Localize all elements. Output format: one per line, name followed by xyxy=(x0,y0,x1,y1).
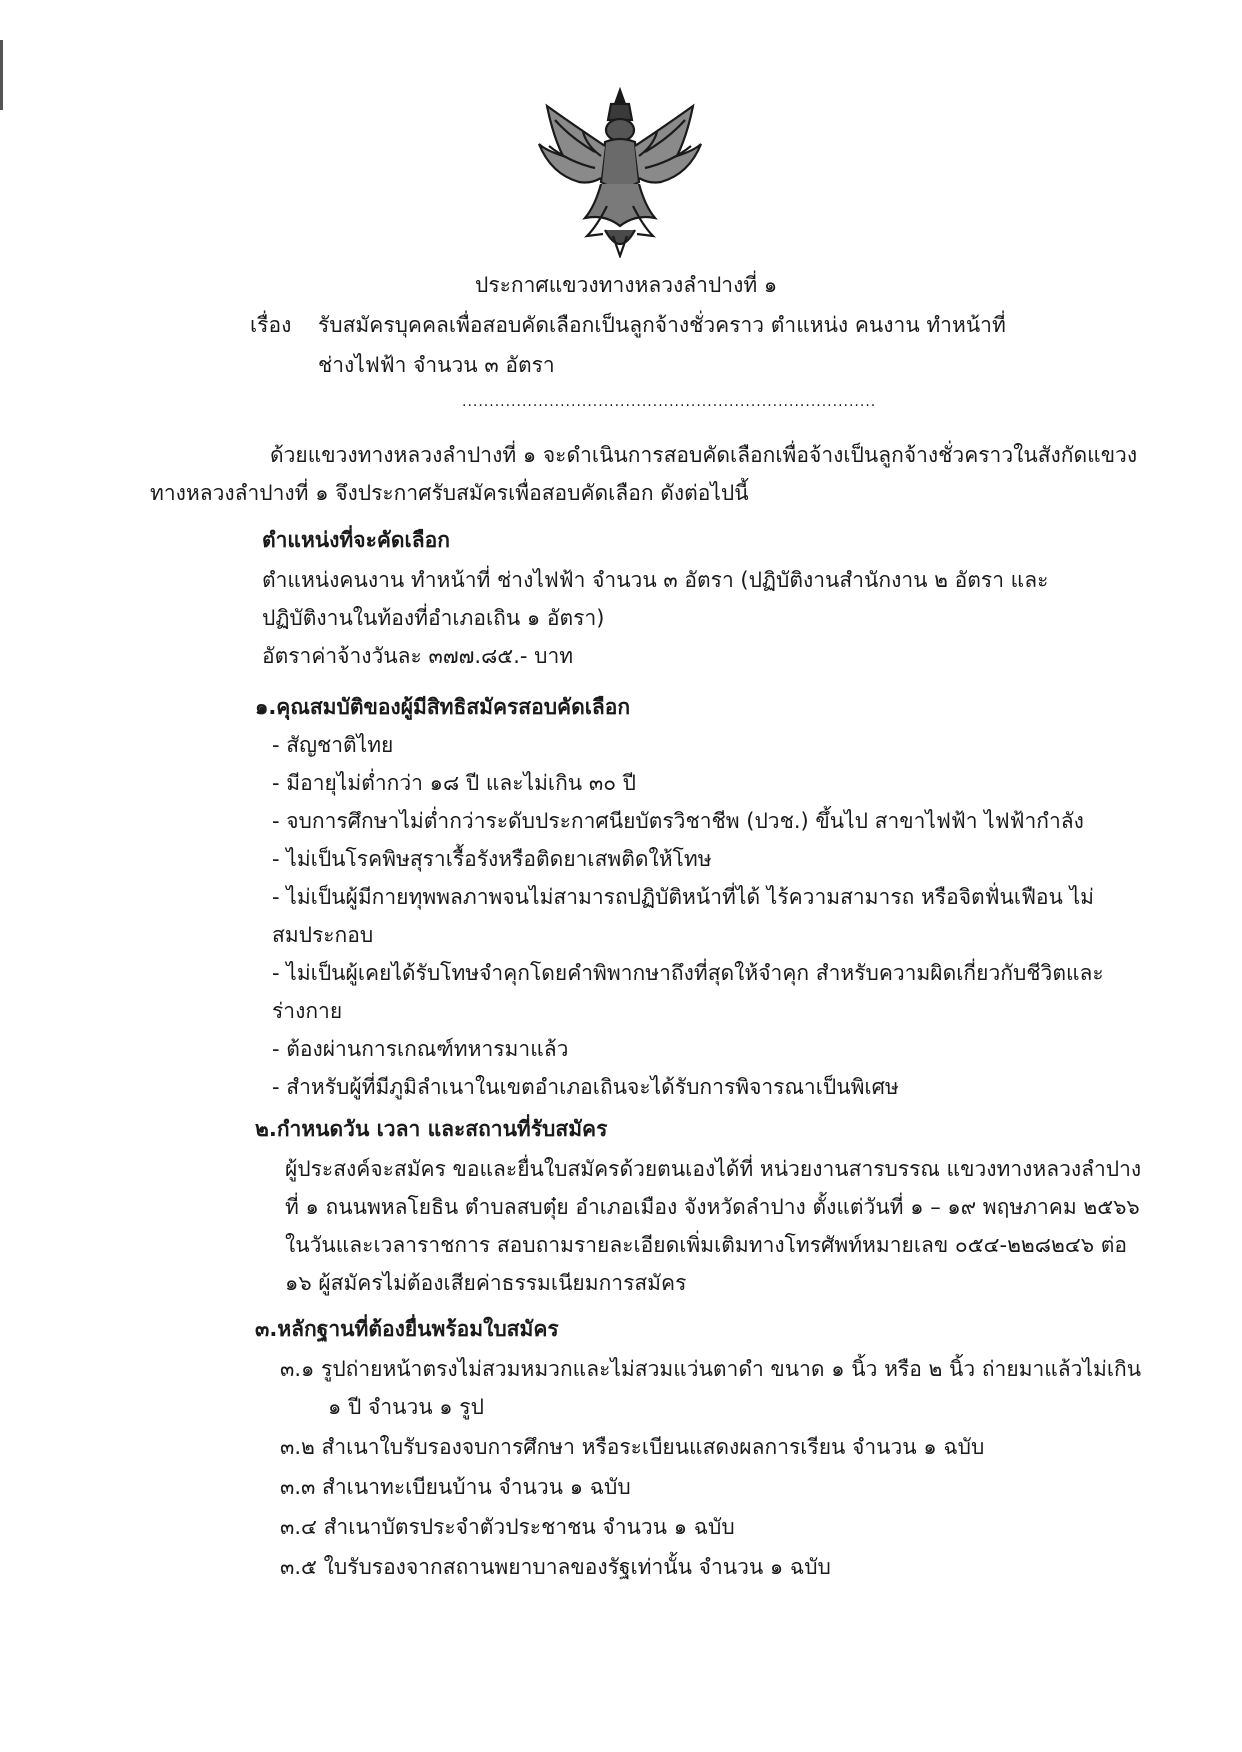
position-heading: ตำแหน่งที่จะคัดเลือก xyxy=(262,528,450,552)
list-item: - จบการศึกษาไม่ต่ำกว่าระดับประกาศนียบัตรวิชาชีพ (ปวช.) ขึ้นไป สาขาไฟฟ้า ไฟฟ้ากำลัง xyxy=(272,809,1084,833)
list-item: - ไม่เป็นผู้มีกายทุพพลภาพจนไม่สามารถปฏิบัติหน้าที่ได้ ไร้ความสามารถ หรือจิตฟั่นเฟือน ไม่ xyxy=(272,885,1094,909)
list-item: สมประกอบ xyxy=(272,923,374,947)
section-2-line: ๑๖ ผู้สมัครไม่ต้องเสียค่าธรรมเนียมการสมัคร xyxy=(285,1271,687,1295)
list-item: - ไม่เป็นผู้เคยได้รับโทษจำคุกโดยคำพิพากษาถึงที่สุดให้จำคุก สำหรับความผิดเกี่ยวกับชีวิตและ xyxy=(272,961,1104,985)
garuda-emblem-icon xyxy=(535,86,705,258)
subject-line-2: ช่างไฟฟ้า จำนวน ๓ อัตรา xyxy=(318,353,555,377)
section-2-heading: ๒.กำหนดวัน เวลา และสถานที่รับสมัคร xyxy=(255,1117,608,1141)
list-item: - ต้องผ่านการเกณฑ์ทหารมาแล้ว xyxy=(272,1037,569,1061)
section-2-line: ในวันและเวลาราชการ สอบถามรายละเอียดเพิ่มเติมทางโทรศัพท์หมายเลข ๐๕๔-๒๒๘๒๔๖ ต่อ xyxy=(285,1233,1127,1257)
section-3-heading: ๓.หลักฐานที่ต้องยื่นพร้อมใบสมัคร xyxy=(255,1317,559,1341)
document-item: ๓.๒ สำเนาใบรับรองจบการศึกษา หรือระเบียนแสดงผลการเรียน จำนวน ๑ ฉบับ xyxy=(280,1435,985,1459)
intro-line-1: ด้วยแขวงทางหลวงลำปางที่ ๑ จะดำเนินการสอบคัดเลือกเพื่อจ้างเป็นลูกจ้างชั่วคราวในสังกัดแขวง xyxy=(270,443,1138,467)
announcement-title: ประกาศแขวงทางหลวงลำปางที่ ๑ xyxy=(475,273,778,297)
list-item: - มีอายุไม่ต่ำกว่า ๑๘ ปี และไม่เกิน ๓๐ ปี xyxy=(272,771,637,795)
document-item: ๓.๑ รูปถ่ายหน้าตรงไม่สวมหมวกและไม่สวมแว่นตาดำ ขนาด ๑ นิ้ว หรือ ๒ นิ้ว ถ่ายมาแล้วไม่เกิน xyxy=(280,1357,1142,1381)
document-item: ๓.๔ สำเนาบัตรประจำตัวประชาชน จำนวน ๑ ฉบับ xyxy=(280,1515,735,1539)
intro-line-2: ทางหลวงลำปางที่ ๑ จึงประกาศรับสมัครเพื่อสอบคัดเลือก ดังต่อไปนี้ xyxy=(150,481,749,505)
subject-line-1: รับสมัครบุคคลเพื่อสอบคัดเลือกเป็นลูกจ้างชั่วคราว ตำแหน่ง คนงาน ทำหน้าที่ xyxy=(318,313,1006,337)
position-line-1: ตำแหน่งคนงาน ทำหน้าที่ ช่างไฟฟ้า จำนวน ๓ อัตรา (ปฏิบัติงานสำนักงาน ๒ อัตรา และ xyxy=(262,568,1049,592)
scan-edge-mark xyxy=(0,40,3,110)
subject-label: เรื่อง xyxy=(250,313,292,337)
section-2-line: ผู้ประสงค์จะสมัคร ขอและยื่นใบสมัครด้วยตนเองได้ที่ หน่วยงานสารบรรณ แขวงทางหลวงลำปาง xyxy=(285,1157,1142,1181)
list-item: ร่างกาย xyxy=(272,999,343,1023)
document-item: ๑ ปี จำนวน ๑ รูป xyxy=(328,1395,484,1419)
list-item: - สัญชาติไทย xyxy=(272,733,394,757)
document-item: ๓.๕ ใบรับรองจากสถานพยาบาลของรัฐเท่านั้น จำนวน ๑ ฉบับ xyxy=(280,1555,831,1579)
section-1-heading: ๑.คุณสมบัติของผู้มีสิทธิสมัครสอบคัดเลือก xyxy=(255,695,631,719)
document-item: ๓.๓ สำเนาทะเบียนบ้าน จำนวน ๑ ฉบับ xyxy=(280,1475,631,1499)
position-line-2: ปฏิบัติงานในท้องที่อำเภอเถิน ๑ อัตรา) xyxy=(262,606,605,630)
list-item: - สำหรับผู้ที่มีภูมิลำเนาในเขตอำเภอเถินจะได้รับการพิจารณาเป็นพิเศษ xyxy=(272,1075,899,1099)
separator-dots: ............................................................................ xyxy=(462,394,877,410)
wage-rate: อัตราค่าจ้างวันละ ๓๗๗.๘๕.- บาท xyxy=(262,644,574,668)
list-item: - ไม่เป็นโรคพิษสุราเรื้อรังหรือติดยาเสพติดให้โทษ xyxy=(272,847,712,871)
section-2-line: ที่ ๑ ถนนพหลโยธิน ตำบลสบตุ๋ย อำเภอเมือง จังหวัดลำปาง ตั้งแต่วันที่ ๑ – ๑๙ พฤษภาคม ๒๕๖๖ xyxy=(285,1195,1140,1219)
